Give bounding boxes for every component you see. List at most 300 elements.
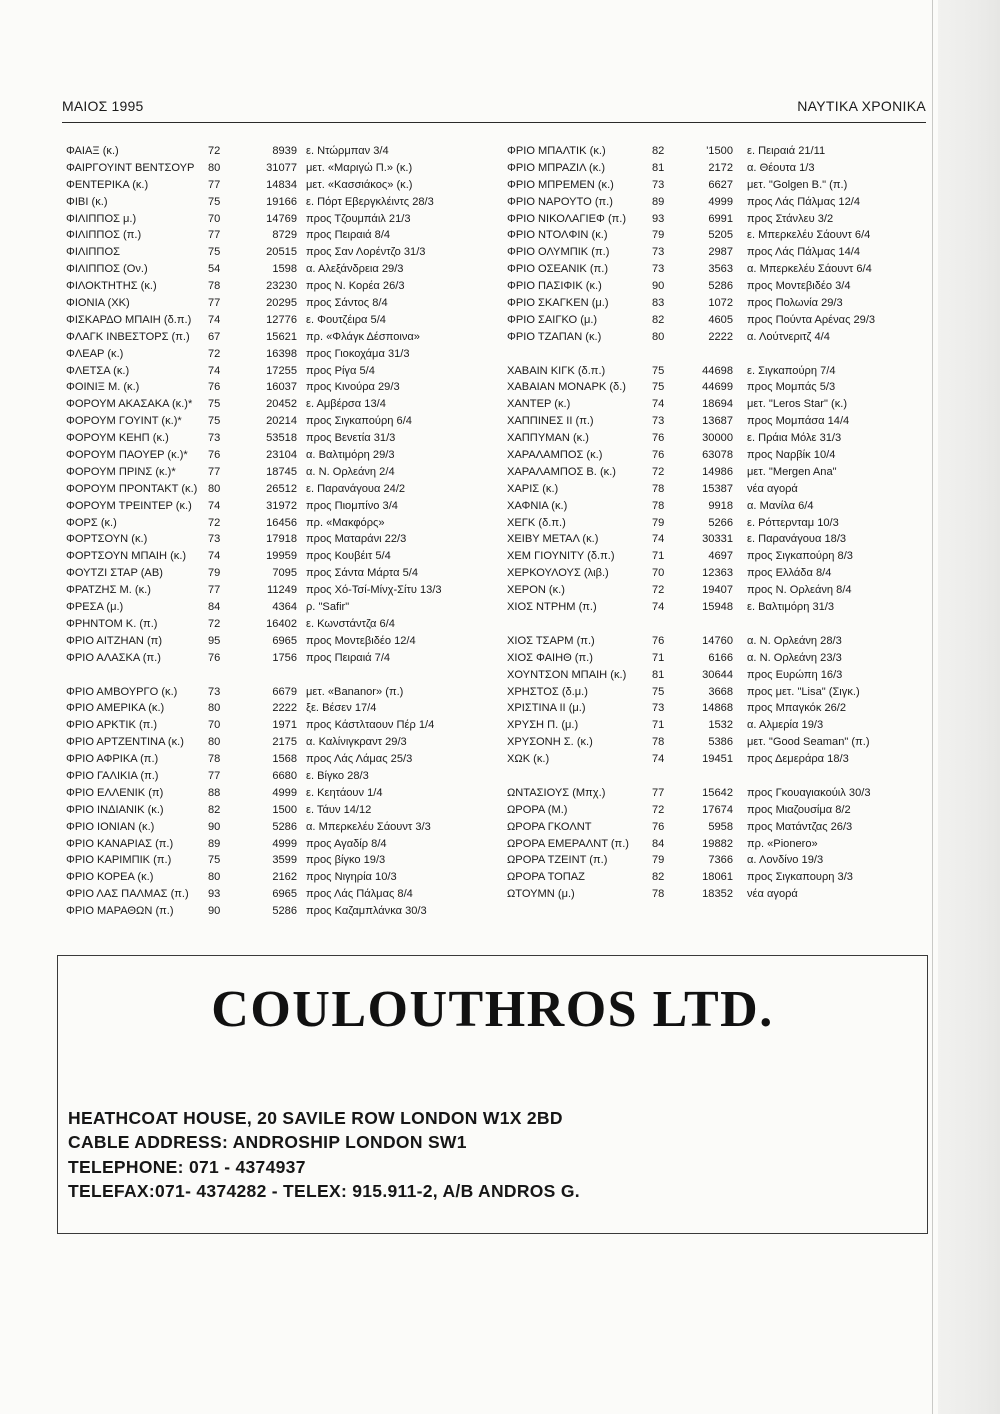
- voyage-note: ε. Βαλτιμόρη 31/3: [747, 601, 835, 614]
- ship-name: ΧΙΟΣ ΝΤΡΗΜ (π.): [507, 601, 597, 614]
- build-year: 75: [208, 854, 221, 867]
- build-year: 78: [208, 753, 221, 766]
- build-year: 72: [652, 584, 665, 597]
- tonnage: 16402: [266, 617, 297, 630]
- build-year: 79: [208, 567, 221, 580]
- voyage-note: α. Μπερκελέυ Σάουντ 3/3: [306, 820, 431, 833]
- voyage-note: προς Πιομπίνο 3/4: [306, 499, 398, 512]
- build-year: 84: [208, 601, 221, 614]
- ship-name: ΧΑΒΑΙΝ ΚΙΓΚ (δ.π.): [507, 364, 606, 377]
- voyage-note: α. Ν. Ορλεάνη 2/4: [306, 465, 395, 478]
- voyage-note: μετ. "Leros Star" (κ.): [747, 398, 848, 411]
- ship-name: ΧΑΒΑΙΑΝ ΜΟΝΑΡΚ (δ.): [507, 381, 626, 394]
- ship-name: ΦΙΛΟΚΤΗΤΗΣ (κ.): [66, 280, 157, 293]
- tonnage: 4697: [708, 550, 733, 563]
- ship-name: ΦΡΙΟ ΚΑΝΑΡΙΑΣ (π.): [66, 837, 174, 850]
- build-year: 72: [208, 516, 221, 529]
- ship-name: ΦΟΡΟΥΜ ΓΟΥΙΝΤ (κ.)*: [66, 415, 182, 428]
- ship-name: ΦΟΡΟΥΜ ΑΚΑΣΑΚΑ (κ.)*: [66, 398, 193, 411]
- tonnage: 15642: [702, 786, 733, 799]
- ship-name: ΦΡΙΟ ΚΟΡΕΑ (κ.): [66, 871, 154, 884]
- ship-name: ΦΡΙΟ ΝΙΚΟΛΑΓΙΕΦ (π.): [507, 212, 627, 225]
- voyage-note: α. Καλίνιγκραντ 29/3: [306, 736, 407, 749]
- ship-name: ΧΙΟΣ ΤΣΑΡΜ (π.): [507, 634, 595, 647]
- build-year: 76: [208, 449, 221, 462]
- ship-name: ΦΟΙΝΙΞ Μ. (κ.): [66, 381, 140, 394]
- voyage-note: α. Λονδίνο 19/3: [747, 854, 824, 867]
- voyage-note: προς Πούντα Αρένας 29/3: [747, 313, 876, 326]
- ship-name: ΦΡΙΟ ΝΑΡΟΥΤΟ (π.): [507, 195, 613, 208]
- tonnage: 18745: [266, 465, 297, 478]
- build-year: 74: [208, 313, 221, 326]
- ship-name: ΦΑΙΡΓΟΥΙΝΤ ΒΕΝΤΣΟΥΡ: [66, 161, 195, 174]
- voyage-note: προς Ευρώπη 16/3: [747, 668, 843, 681]
- tonnage: 2175: [272, 736, 297, 749]
- voyage-note: πρ. «Pionero»: [747, 837, 818, 850]
- build-year: 95: [208, 634, 221, 647]
- ship-name: ΧΕΓΚ (δ.π.): [507, 516, 566, 529]
- tonnage: 30644: [702, 668, 733, 681]
- voyage-note: προς Δεμεράρα 18/3: [747, 753, 849, 766]
- tonnage: 23230: [266, 280, 297, 293]
- tonnage: 8939: [272, 145, 297, 157]
- tonnage: 1568: [272, 753, 297, 766]
- tonnage: 14868: [702, 702, 733, 715]
- ship-name: ΩΡΟΡΑ ΕΜΕΡΑΛΝΤ (π.): [507, 837, 629, 850]
- build-year: 76: [208, 651, 221, 664]
- tonnage: 5266: [708, 516, 733, 529]
- tonnage: 6991: [708, 212, 733, 225]
- voyage-note: προς Ματαράνι 22/3: [306, 533, 407, 546]
- ship-name: ΦΙΟΝΙΑ (ΧΚ): [66, 297, 130, 310]
- build-year: 79: [652, 516, 665, 529]
- build-year: 72: [208, 617, 221, 630]
- tonnage: 4999: [272, 786, 297, 799]
- tonnage: 19407: [702, 584, 733, 597]
- build-year: 73: [208, 685, 221, 698]
- ship-name: ΦΙΒΙ (κ.): [66, 195, 108, 208]
- ship-name: ΦΡΙΟ ΑΜΒΟΥΡΓΟ (κ.): [66, 685, 178, 698]
- voyage-note: μετ. «Μαριγώ Π.» (κ.): [306, 161, 413, 174]
- tonnage: 63078: [702, 449, 733, 462]
- voyage-note: ε. Φουτζέιρα 5/4: [306, 313, 386, 326]
- voyage-note: α. Αλμερία 19/3: [747, 719, 824, 732]
- ship-name: ΧΕΡΟΝ (κ.): [507, 584, 565, 597]
- tonnage: 6679: [272, 685, 297, 698]
- ship-name: ΩΡΟΡΑ ΤΖΕΙΝΤ (π.): [507, 854, 608, 867]
- ship-name: ΦΡΙΟ ΠΑΣΙΦΙΚ (κ.): [507, 280, 602, 293]
- header-rule: [62, 122, 926, 123]
- tonnage: 19166: [266, 195, 297, 208]
- ship-name: ΧΡΙΣΤΙΝΑ ΙΙ (μ.): [507, 702, 586, 715]
- build-year: 73: [652, 702, 665, 715]
- tonnage: 1971: [272, 719, 297, 732]
- build-year: 75: [652, 685, 665, 698]
- build-year: 78: [652, 888, 665, 901]
- build-year: 74: [208, 550, 221, 563]
- voyage-note: ε. Παρανάγουα 24/2: [306, 482, 406, 495]
- ship-name: ΧΡΥΣΗ Π. (μ.): [507, 719, 579, 732]
- ship-name: ΦΡΙΟ ΟΛΥΜΠΙΚ (π.): [507, 246, 610, 259]
- ship-name: ΦΙΛΙΠΠΟΣ (Ον.): [66, 263, 148, 276]
- voyage-note: προς Τζουμπάιλ 21/3: [306, 212, 411, 225]
- voyage-note: προς Σάντα Μάρτα 5/4: [306, 567, 419, 580]
- voyage-note: προς Πειραιά 8/4: [306, 229, 391, 242]
- ship-name: ΧΡΗΣΤΟΣ (δ.μ.): [507, 685, 588, 698]
- tonnage: 13687: [702, 415, 733, 428]
- build-year: 73: [652, 415, 665, 428]
- voyage-note: προς Λάς Λάμας 25/3: [306, 753, 413, 766]
- build-year: 77: [208, 297, 221, 310]
- build-year: 80: [208, 161, 221, 174]
- build-year: 78: [652, 499, 665, 512]
- voyage-note: προς Κάστλταουν Πέρ 1/4: [306, 719, 435, 732]
- voyage-note: προς Γκουαγιακούιλ 30/3: [747, 786, 871, 799]
- voyage-note: προς Μοντεβιδέο 3/4: [747, 280, 851, 293]
- voyage-note: νέα αγορά: [747, 482, 798, 495]
- issue-date: ΜΑΙΟΣ 1995: [62, 98, 144, 114]
- voyage-note: προς Σιγκαπούρη 8/3: [747, 550, 853, 563]
- voyage-note: α. Αλεξάνδρεια 29/3: [306, 263, 404, 276]
- tonnage: 3563: [708, 263, 733, 276]
- tonnage: 14760: [702, 634, 733, 647]
- tonnage: 5386: [708, 736, 733, 749]
- tonnage: 14986: [702, 465, 733, 478]
- build-year: 78: [208, 280, 221, 293]
- tonnage: 4364: [272, 601, 297, 614]
- build-year: 70: [652, 567, 665, 580]
- tonnage: 4999: [708, 195, 733, 208]
- build-year: 93: [208, 888, 221, 901]
- ship-name: ΦΛΕΤΣΑ (κ.): [66, 364, 130, 377]
- tonnage: 15621: [266, 330, 297, 343]
- tonnage: 5286: [272, 820, 297, 833]
- tonnage: 53518: [266, 432, 297, 445]
- tonnage: 16037: [266, 381, 297, 394]
- ship-name: ΦΡΙΟ ΝΤΟΛΦΙΝ (κ.): [507, 229, 608, 242]
- voyage-note: προς Μοντεβιδέο 12/4: [306, 634, 416, 647]
- ship-name: ΦΡΙΟ ΤΖΑΠΑΝ (κ.): [507, 330, 602, 343]
- voyage-note: προς Λάς Πάλμας 12/4: [747, 195, 861, 208]
- build-year: 77: [208, 465, 221, 478]
- voyage-note: προς Σιγκαπουρη 3/3: [747, 871, 853, 884]
- voyage-note: μετ. "Mergen Ana": [747, 465, 837, 478]
- tonnage: 5205: [708, 229, 733, 242]
- publication-title: ΝΑΥΤΙΚΑ ΧΡΟΝΙΚΑ: [797, 98, 926, 114]
- voyage-note: ε. Πειραιά 21/11: [747, 145, 826, 157]
- ship-name: ΦΟΡΟΥΜ ΚΕΗΠ (κ.): [66, 432, 169, 445]
- build-year: 76: [652, 432, 665, 445]
- build-year: 72: [652, 465, 665, 478]
- build-year: 67: [208, 330, 221, 343]
- tonnage: 18694: [702, 398, 733, 411]
- build-year: 77: [208, 229, 221, 242]
- ship-name: ΧΩΚ (κ.): [507, 753, 550, 766]
- tonnage: 17255: [266, 364, 297, 377]
- build-year: 77: [208, 178, 221, 191]
- voyage-note: νέα αγορά: [747, 888, 798, 901]
- build-year: 80: [208, 702, 221, 715]
- build-year: 75: [208, 195, 221, 208]
- voyage-note: προς Καζαμπλάνκα 30/3: [306, 905, 427, 918]
- ship-name: ΩΡΟΡΑ (Μ.): [507, 803, 568, 816]
- build-year: 84: [652, 837, 665, 850]
- tonnage: 7095: [272, 567, 297, 580]
- page-edge-shadow: [938, 0, 1000, 1414]
- tonnage: 2222: [272, 702, 297, 715]
- build-year: 72: [208, 145, 221, 157]
- tonnage: 18061: [702, 871, 733, 884]
- voyage-note: α. Λούτνεριτζ 4/4: [747, 330, 830, 343]
- build-year: 80: [652, 330, 665, 343]
- voyage-note: προς Κουβέιτ 5/4: [306, 550, 391, 563]
- voyage-note: προς Μομπάσα 14/4: [747, 415, 850, 428]
- voyage-note: α. Ν. Ορλεάνη 23/3: [747, 651, 842, 664]
- voyage-note: ε. Σιγκαπούρη 7/4: [747, 364, 836, 377]
- tonnage: 5286: [708, 280, 733, 293]
- voyage-note: πρ. «Φλάγκ Δέσποινα»: [306, 330, 420, 343]
- tonnage: 7366: [708, 854, 733, 867]
- ship-name: ΦΛΑΓΚ ΙΝΒΕΣΤΟΡΣ (π.): [66, 330, 190, 343]
- tonnage: 12776: [266, 313, 297, 326]
- build-year: 89: [208, 837, 221, 850]
- tonnage: 44699: [702, 381, 733, 394]
- build-year: 80: [208, 482, 221, 495]
- build-year: 90: [208, 820, 221, 833]
- ship-name: ΧΑΝΤΕΡ (κ.): [507, 398, 571, 411]
- tonnage: 2222: [708, 330, 733, 343]
- voyage-note: ε. Παρανάγουα 18/3: [747, 533, 847, 546]
- ship-name: ΦΡΑΤΖΗΣ Μ. (κ.): [66, 584, 151, 597]
- voyage-note: α. Μπερκελέυ Σάουντ 6/4: [747, 263, 872, 276]
- ship-name: ΧΑΦΝΙΑ (κ.): [507, 499, 568, 512]
- ship-name: ΦΡΙΟ ΙΟΝΙΑΝ (κ.): [66, 820, 155, 833]
- ship-name: ΩΤΟΥΜΝ (μ.): [507, 888, 575, 901]
- tonnage: 2162: [272, 871, 297, 884]
- build-year: 82: [652, 871, 665, 884]
- tonnage: 1756: [272, 651, 297, 664]
- voyage-note: προς Σιγκαπούρη 6/4: [306, 415, 412, 428]
- voyage-note: προς Νιγηρία 10/3: [306, 871, 397, 884]
- build-year: 70: [208, 719, 221, 732]
- build-year: 82: [652, 145, 665, 157]
- tonnage: 12363: [702, 567, 733, 580]
- tonnage: 6965: [272, 634, 297, 647]
- voyage-note: προς Σάντος 8/4: [306, 297, 388, 310]
- voyage-note: μετ. «Κασσιάκος» (κ.): [306, 178, 413, 191]
- build-year: 74: [652, 753, 665, 766]
- tonnage: 1072: [708, 297, 733, 310]
- voyage-note: προς Χό-Τσί-Μίνχ-Σίτυ 13/3: [306, 584, 442, 597]
- tonnage: 26512: [266, 482, 297, 495]
- advert-telephone-line: TELEPHONE: 071 - 4374937: [68, 1156, 306, 1177]
- build-year: 73: [652, 263, 665, 276]
- ship-name: ΦΟΡΣ (κ.): [66, 516, 117, 529]
- ship-name: ΩΝΤΑΣΙΟΥΣ (Μπχ.): [507, 786, 606, 799]
- build-year: 71: [652, 719, 665, 732]
- tonnage: 15948: [702, 601, 733, 614]
- tonnage: 5958: [708, 820, 733, 833]
- build-year: 93: [652, 212, 665, 225]
- tonnage: 19451: [702, 753, 733, 766]
- tonnage: 17918: [266, 533, 297, 546]
- advertisement-box: [57, 955, 928, 1234]
- tonnage: 1598: [272, 263, 297, 276]
- ship-name: ΦΑΙΑΞ (κ.): [66, 145, 119, 157]
- voyage-note: α. Μανίλα 6/4: [747, 499, 814, 512]
- tonnage: 2172: [708, 161, 733, 174]
- tonnage: 20214: [266, 415, 297, 428]
- ship-name: ΦΡΙΟ ΑΦΡΙΚΑ (π.): [66, 753, 159, 766]
- build-year: 74: [652, 601, 665, 614]
- ship-name: ΦΟΡΟΥΜ ΤΡΕΙΝΤΕΡ (κ.): [66, 499, 192, 512]
- ship-name: ΧΑΠΠΥΜΑΝ (κ.): [507, 432, 589, 445]
- tonnage: 30331: [702, 533, 733, 546]
- voyage-note: προς Σαν Λορέντζο 31/3: [306, 246, 426, 259]
- voyage-note: προς Ρίγα 5/4: [306, 364, 375, 377]
- build-year: 75: [208, 398, 221, 411]
- ship-name: ΦΙΛΙΠΠΟΣ: [66, 246, 120, 259]
- tonnage: 3599: [272, 854, 297, 867]
- ship-name: ΦΕΝΤΕΡΙΚΑ (κ.): [66, 178, 149, 191]
- build-year: 80: [208, 871, 221, 884]
- tonnage: 15387: [702, 482, 733, 495]
- ship-name: ΧΑΡΙΣ (κ.): [507, 482, 559, 495]
- build-year: 90: [208, 905, 221, 918]
- build-year: 82: [208, 803, 221, 816]
- ship-name: ΧΡΥΣΟΝΗ Σ. (κ.): [507, 736, 593, 749]
- build-year: 78: [652, 482, 665, 495]
- tonnage: 31972: [266, 499, 297, 512]
- tonnage: 9918: [708, 499, 733, 512]
- voyage-note: ε. Ρόττερνταμ 10/3: [747, 516, 839, 529]
- build-year: 72: [652, 803, 665, 816]
- voyage-note: α. Βαλτιμόρη 29/3: [306, 449, 395, 462]
- advert-telefax-line: TELEFAX:071- 4374282 - TELEX: 915.911-2, A/B ANDROS G.: [68, 1180, 580, 1201]
- build-year: 72: [208, 347, 221, 360]
- voyage-note: ε. Πράια Μόλε 31/3: [747, 432, 842, 445]
- tonnage: 4999: [272, 837, 297, 850]
- ship-name: ΦΡΙΟ ΑΡΚΤΙΚ (π.): [66, 719, 158, 732]
- ship-name: ΦΡΙΟ ΙΝΔΙΑΝΙΚ (κ.): [66, 803, 164, 816]
- voyage-note: προς Ελλάδα 8/4: [747, 567, 832, 580]
- ship-name: ΧΕΜ ΓΙΟΥΝΙΤΥ (δ.π.): [507, 550, 615, 563]
- build-year: 89: [652, 195, 665, 208]
- tonnage: 14769: [266, 212, 297, 225]
- build-year: 77: [208, 584, 221, 597]
- ship-name: ΦΟΥΤΖΙ ΣΤΑΡ (ΑΒ): [66, 567, 163, 580]
- voyage-note: προς Στάνλευ 3/2: [747, 212, 834, 225]
- ship-name: ΧΟΥΝΤΣΟΝ ΜΠΑΙΗ (κ.): [507, 668, 627, 681]
- ship-name: ΦΡΙΟ ΛΑΣ ΠΑΛΜΑΣ (π.): [66, 888, 189, 901]
- build-year: 81: [652, 668, 665, 681]
- voyage-note: ε. Πόρτ Εβεργκλέιντς 28/3: [306, 195, 434, 208]
- build-year: 54: [208, 263, 221, 276]
- build-year: 73: [652, 178, 665, 191]
- tonnage: 5286: [272, 905, 297, 918]
- ship-name: ΩΡΟΡΑ ΓΚΟΛΝΤ: [507, 820, 592, 833]
- ship-name: ΦΡΙΟ ΓΑΛΙΚΙΑ (π.): [66, 769, 159, 782]
- build-year: 77: [208, 769, 221, 782]
- page-edge-line: [932, 0, 933, 1414]
- ship-name: ΧΙΟΣ ΦΑΙΗΘ (π.): [507, 651, 593, 664]
- voyage-note: προς Πειραιά 7/4: [306, 651, 391, 664]
- ship-name: ΦΡΙΟ ΜΑΡΑΘΩΝ (π.): [66, 905, 174, 918]
- voyage-note: ε. Αμβέρσα 13/4: [306, 398, 386, 411]
- voyage-note: προς μετ. "Lisa" (Σιγκ.): [747, 685, 860, 698]
- ship-name: ΦΡΙΟ ΑΡΤΖΕΝΤΙΝΑ (κ.): [66, 736, 184, 749]
- build-year: 81: [652, 161, 665, 174]
- voyage-note: προς Γιοκοχάμα 31/3: [306, 347, 410, 360]
- tonnage: 6680: [272, 769, 297, 782]
- tonnage: 2987: [708, 246, 733, 259]
- ship-name: ΦΡΙΟ ΑΛΑΣΚΑ (π.): [66, 651, 161, 664]
- ship-name: ΦΡΙΟ ΚΑΡΙΜΠΙΚ (π.): [66, 854, 172, 867]
- build-year: 75: [208, 246, 221, 259]
- ship-name: ΧΑΠΠΙΝΕΣ ΙΙ (π.): [507, 415, 594, 428]
- advert-address-line: HEATHCOAT HOUSE, 20 SAVILE ROW LONDON W1X 2BD: [68, 1108, 563, 1128]
- voyage-note: προς Ν. Ορλεάνη 8/4: [747, 584, 852, 597]
- voyage-note: ε. Τάυν 14/12: [306, 803, 372, 816]
- ship-name: ΦΙΣΚΑΡΔΟ ΜΠΑΙΗ (δ.π.): [66, 313, 192, 326]
- voyage-note: προς Αγαδίρ 8/4: [306, 837, 387, 850]
- ship-name: ΧΑΡΑΛΑΜΠΟΣ (κ.): [507, 449, 603, 462]
- build-year: 82: [652, 313, 665, 326]
- ship-name: ΦΡΙΟ ΜΠΡΑΖΙΛ (κ.): [507, 161, 606, 174]
- tonnage: 8729: [272, 229, 297, 242]
- build-year: 76: [208, 381, 221, 394]
- build-year: 75: [208, 415, 221, 428]
- build-year: 77: [652, 786, 665, 799]
- ship-name: ΦΡΙΟ ΜΠΑΛΤΙΚ (κ.): [507, 145, 606, 157]
- build-year: 74: [652, 398, 665, 411]
- voyage-note: μετ. "Golgen B." (π.): [747, 178, 848, 191]
- voyage-note: προς Πολωνία 29/3: [747, 297, 843, 310]
- ship-name: ΧΕΡΚΟΥΛΟΥΣ (λιβ.): [507, 567, 609, 580]
- voyage-note: προς Ν. Κορέα 26/3: [306, 280, 405, 293]
- ship-name: ΧΑΡΑΛΑΜΠΟΣ Β. (κ.): [507, 465, 616, 478]
- build-year: 75: [652, 381, 665, 394]
- tonnage: 31077: [266, 161, 297, 174]
- tonnage: 23104: [266, 449, 297, 462]
- ship-name: ΦΟΡΟΥΜ ΠΡΟΝΤΑΚΤ (κ.): [66, 482, 198, 495]
- tonnage: 6965: [272, 888, 297, 901]
- build-year: 90: [652, 280, 665, 293]
- ship-name: ΦΡΗΝΤΟΜ Κ. (π.): [66, 617, 158, 630]
- build-year: 76: [652, 634, 665, 647]
- tonnage: 6627: [708, 178, 733, 191]
- ship-name: ΦΡΙΟ ΑΜΕΡΙΚΑ (κ.): [66, 702, 165, 715]
- voyage-note: ξε. Βέσεν 17/4: [306, 702, 377, 715]
- build-year: 75: [652, 364, 665, 377]
- build-year: 73: [208, 432, 221, 445]
- ship-name: ΦΟΡΤΣΟΥΝ (κ.): [66, 533, 148, 546]
- tonnage: '1500: [706, 145, 733, 157]
- ship-name: ΦΡΙΟ ΣΑΙΓΚΟ (μ.): [507, 313, 598, 326]
- tonnage: 19959: [266, 550, 297, 563]
- tonnage: 6166: [708, 651, 733, 664]
- ship-name: ΦΡΙΟ ΣΚΑΓΚΕΝ (μ.): [507, 297, 609, 310]
- ship-name: ΦΡΙΟ ΟΣΕΑΝΙΚ (π.): [507, 263, 609, 276]
- build-year: 76: [652, 820, 665, 833]
- build-year: 74: [208, 499, 221, 512]
- build-year: 71: [652, 651, 665, 664]
- build-year: 80: [208, 736, 221, 749]
- tonnage: 17674: [702, 803, 733, 816]
- ship-name: ΦΡΙΟ ΕΛΛΕΝΙΚ (π): [66, 786, 164, 799]
- voyage-note: ε. Κεητάουν 1/4: [306, 786, 383, 799]
- ship-name: ΦΟΡΟΥΜ ΠΑΟΥΕΡ (κ.)*: [66, 449, 188, 462]
